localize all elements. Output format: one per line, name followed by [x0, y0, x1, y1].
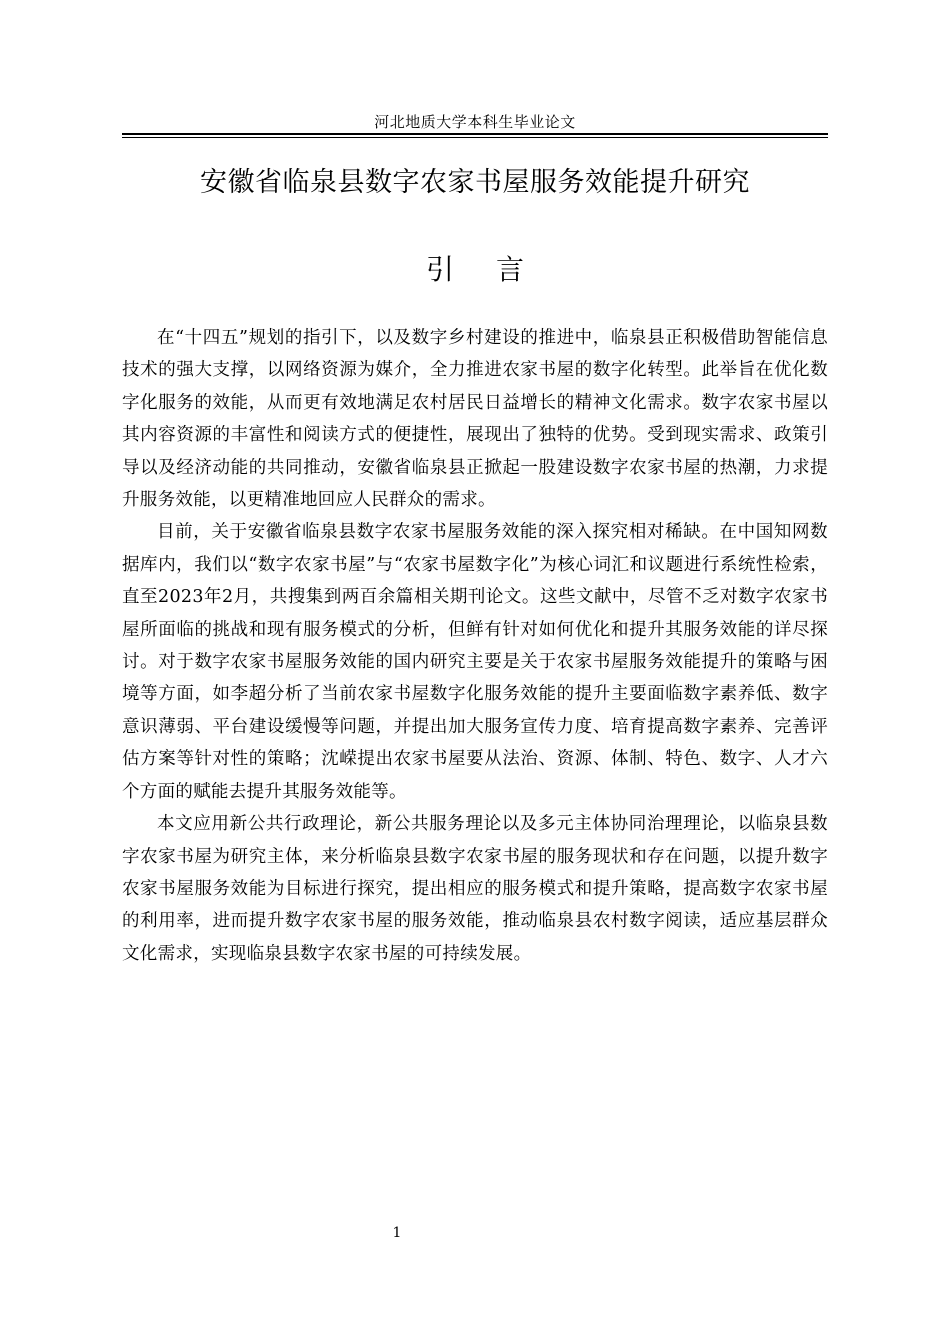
paragraph-3: 本文应用新公共行政理论，新公共服务理论以及多元主体协同治理理论，以临泉县数字农家书屋为研究主体，来分析临泉县数字农家书屋的服务现状和存在问题，以提升数字农家书屋服务效能为目标进行探究，提出相应的服务模式和提升策略，提高数字农家书屋的利用率，进而提升数字农家书屋的服务效能，推动临泉县农村数字阅读，适应基层群众文化需求，实现临泉县数字农家书屋的可持续发展。: [122, 814, 828, 964]
section-heading-char-1: 引: [425, 253, 454, 286]
body-text: [122, 322, 828, 970]
header-rule-thin: [122, 137, 828, 138]
section-heading: [122, 250, 828, 290]
header-rule-thick: [122, 133, 828, 135]
paragraph-2: 目前，关于安徽省临泉县数字农家书屋服务效能的深入探究相对稀缺。在中国知网数据库内，我们以“数字农家书屋”与“农家书屋数字化”为核心词汇和议题进行系统性检索，直至2023年2月，共搜集到两百余篇相关期刊论文。这些文献中，尽管不乏对数字农家书屋所面临的挑战和现有服务模式的分析，但鲜有针对如何优化和提升其服务效能的详尽探讨。对于数字农家书屋服务效能的国内研究主要是关于农家书屋服务效能提升的策略与困境等方面，如李超分析了当前农家书屋数字化服务效能的提升主要面临数字素养低、数字意识薄弱、平台建设缓慢等问题，并提出加大服务宣传力度、培育提高数字素养、完善评估方案等针对性的策略；沈嵘提出农家书屋要从法治、资源、体制、特色、数字、人才六个方面的赋能去提升其服务效能等。: [122, 522, 828, 802]
section-heading-char-2: 言: [496, 253, 525, 286]
paper-title: 安徽省临泉县数字农家书屋服务效能提升研究: [200, 167, 750, 198]
paragraph-1: 在“十四五”规划的指引下，以及数字乡村建设的推进中，临泉县正积极借助智能信息技术的强大支撑，以网络资源为媒介，全力推进农家书屋的数字化转型。此举旨在优化数字化服务的效能，从而更有效地满足农村居民日益增长的精神文化需求。数字农家书屋以其内容资源的丰富性和阅读方式的便捷性，展现出了独特的优势。受到现实需求、政策引导以及经济动能的共同推动，安徽省临泉县正掀起一股建设数字农家书屋的热潮，力求提升服务效能，以更精准地回应人民群众的需求。: [122, 328, 828, 511]
running-header: 河北地质大学本科生毕业论文: [374, 113, 576, 131]
page-number: 1: [392, 1225, 402, 1241]
